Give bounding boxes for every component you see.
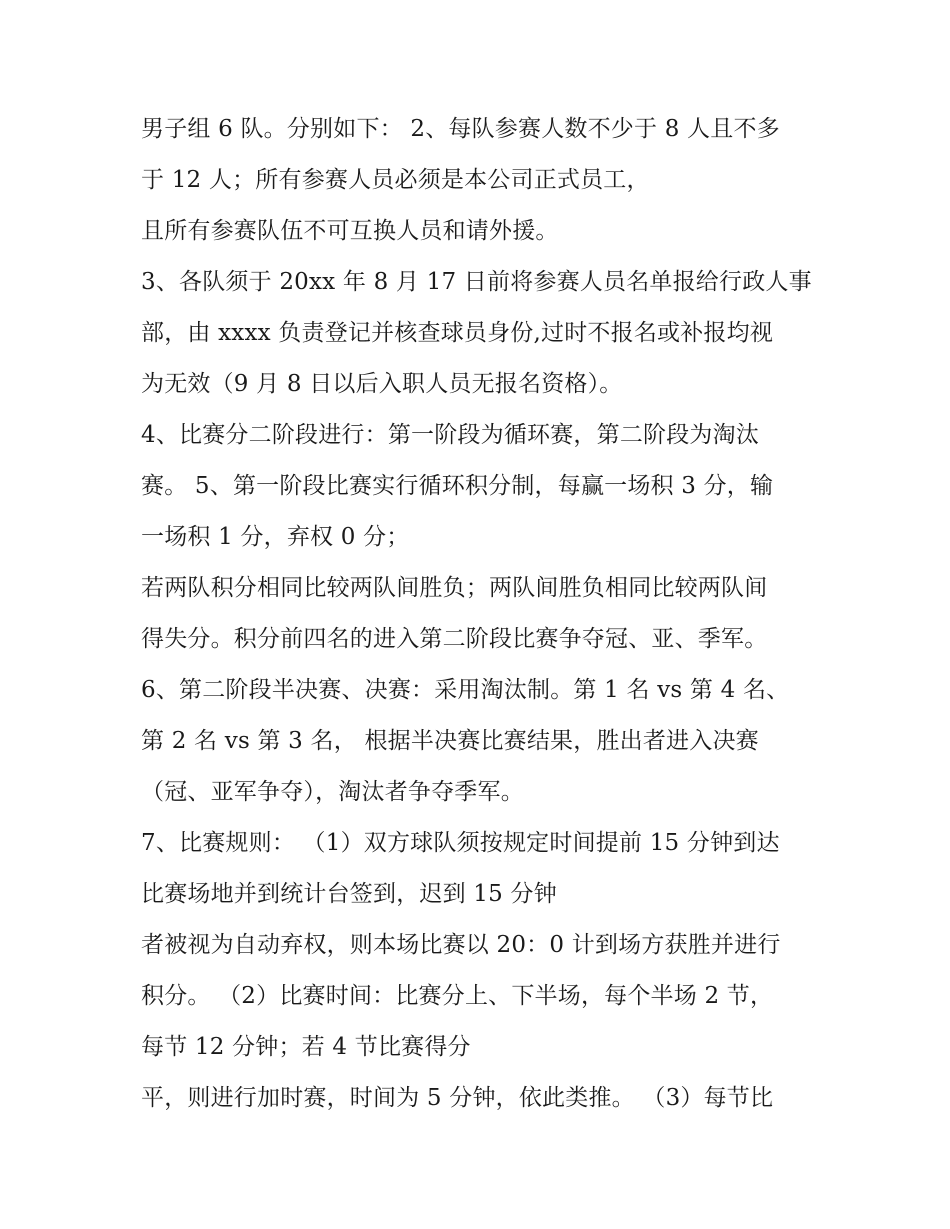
- text-line: 部，由 xxxx 负责登记并核查球员身份,过时不报名或补报均视: [141, 320, 774, 346]
- text-line: 一场积 1 分，弃权 0 分；: [141, 524, 410, 550]
- text-line: 男子组 6 队。分别如下： 2、每队参赛人数不少于 8 人且不多: [141, 116, 780, 142]
- text-line: 7、比赛规则： （1）双方球队须按规定时间提前 15 分钟到达: [141, 830, 780, 856]
- text-line: 平，则进行加时赛，时间为 5 分钟，依此类推。 （3）每节比: [141, 1085, 774, 1111]
- text-line: 4、比赛分二阶段进行：第一阶段为循环赛，第二阶段为淘汰: [141, 422, 760, 448]
- text-line: 6、第二阶段半决赛、决赛：采用淘汰制。第 1 名 vs 第 4 名、: [141, 677, 790, 703]
- text-line: 若两队积分相同比较两队间胜负；两队间胜负相同比较两队间: [141, 575, 768, 601]
- text-line: 第 2 名 vs 第 3 名， 根据半决赛比赛结果，胜出者进入决赛: [141, 728, 759, 754]
- document-body: [141, 109, 831, 1129]
- text-line: 于 12 人；所有参赛人员必须是本公司正式员工，: [141, 167, 650, 193]
- text-line: 得失分。积分前四名的进入第二阶段比赛争夺冠、亚、季军。: [141, 626, 768, 652]
- text-line: 者被视为自动弃权，则本场比赛以 20：0 计到场方获胜并进行: [141, 932, 781, 958]
- text-line: 赛。 5、第一阶段比赛实行循环积分制，每赢一场积 3 分，输: [141, 473, 774, 499]
- text-line: 3、各队须于 20xx 年 8 月 17 日前将参赛人员名单报给行政人事: [141, 269, 812, 295]
- text-line: 每节 12 分钟；若 4 节比赛得分: [141, 1034, 471, 1060]
- text-line: 且所有参赛队伍不可互换人员和请外援。: [141, 218, 559, 244]
- text-line: 积分。 （2）比赛时间：比赛分上、下半场，每个半场 2 节，: [141, 983, 774, 1009]
- text-line: 比赛场地并到统计台签到，迟到 15 分钟: [141, 881, 557, 907]
- text-line: 为无效（9 月 8 日以后入职人员无报名资格）。: [141, 371, 623, 397]
- text-line: （冠、亚军争夺），淘汰者争夺季军。: [141, 779, 524, 805]
